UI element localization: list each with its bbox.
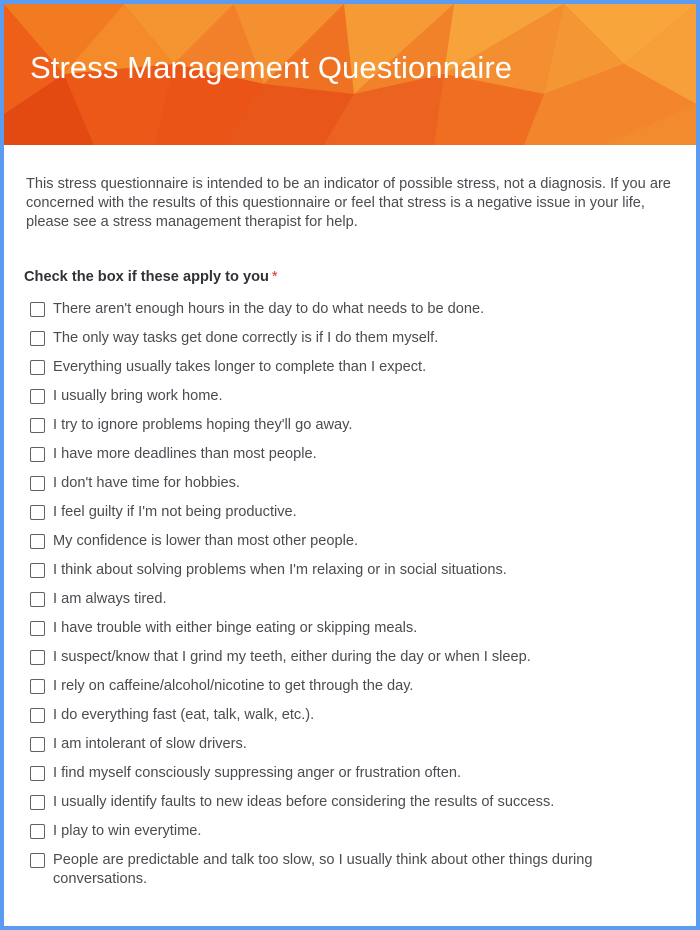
checkbox-option[interactable] (30, 764, 696, 793)
checkbox[interactable] (30, 592, 45, 607)
checkbox-option[interactable] (30, 822, 696, 851)
checkbox-option-label: There aren't enough hours in the day to do what needs to be done. (53, 301, 485, 317)
checkbox-option[interactable] (30, 503, 696, 532)
checkbox-option[interactable] (30, 735, 696, 764)
checkbox-option[interactable] (30, 793, 696, 822)
checkbox[interactable] (30, 679, 45, 694)
checkbox[interactable] (30, 360, 45, 375)
checkbox-option-label: I don't have time for hobbies. (53, 475, 240, 491)
checkbox-option-label: People are predictable and talk too slow, so I usually think about other things during conversations. (53, 852, 593, 887)
checkbox-option[interactable] (30, 532, 696, 561)
checkbox-option-label: I do everything fast (eat, talk, walk, etc.). (53, 707, 315, 723)
checkbox-option-label: I rely on caffeine/alcohol/nicotine to get through the day. (53, 678, 414, 694)
checkbox[interactable] (30, 853, 45, 868)
checkbox-option[interactable] (30, 648, 696, 677)
form-card (4, 4, 696, 926)
checkbox-option-label: I am always tired. (53, 591, 167, 607)
checkbox-option[interactable] (30, 329, 696, 358)
checkbox[interactable] (30, 795, 45, 810)
checkbox[interactable] (30, 476, 45, 491)
checkbox-option-label: I usually identify faults to new ideas before considering the results of success. (53, 794, 555, 810)
checkbox-option-label: I think about solving problems when I'm relaxing or in social situations. (53, 562, 507, 578)
checkbox[interactable] (30, 505, 45, 520)
checkbox-option[interactable] (30, 387, 696, 416)
checkbox-option-label: Everything usually takes longer to complete than I expect. (53, 359, 427, 375)
checkbox-option-label: I am intolerant of slow drivers. (53, 736, 247, 752)
checkbox-option-label: I have more deadlines than most people. (53, 446, 317, 462)
checkbox-option[interactable] (30, 474, 696, 503)
form-title: Stress Management Questionnaire (30, 50, 513, 85)
checkbox-list (30, 300, 696, 891)
checkbox[interactable] (30, 389, 45, 404)
form-header-banner (4, 4, 696, 145)
checkbox-option[interactable] (30, 445, 696, 474)
checkbox[interactable] (30, 563, 45, 578)
checkbox-option[interactable] (30, 300, 696, 329)
checkbox-option[interactable] (30, 590, 696, 619)
checkbox-option[interactable] (30, 677, 696, 706)
checkbox[interactable] (30, 737, 45, 752)
checkbox[interactable] (30, 331, 45, 346)
form-description: This stress questionnaire is intended to be an indicator of possible stress, not a diagnosis. If you are concerned with the results of this questionnaire or feel that stress is a negative issue in your life, please see a stress management therapist for help. (26, 176, 671, 230)
required-asterisk: * (271, 269, 278, 285)
checkbox-option-label: The only way tasks get done correctly is if I do them myself. (53, 330, 439, 346)
checkbox-option-label: My confidence is lower than most other people. (53, 533, 359, 549)
checkbox-option[interactable] (30, 358, 696, 387)
checkbox[interactable] (30, 447, 45, 462)
checkbox-option-label: I try to ignore problems hoping they'll go away. (53, 417, 353, 433)
checkbox[interactable] (30, 708, 45, 723)
checkbox-option[interactable] (30, 619, 696, 648)
checkbox[interactable] (30, 824, 45, 839)
checkbox[interactable] (30, 650, 45, 665)
checkbox-option[interactable] (30, 416, 696, 445)
checkbox[interactable] (30, 418, 45, 433)
checkbox-option-label: I play to win everytime. (53, 823, 202, 839)
checkbox-option-label: I feel guilty if I'm not being productive. (53, 504, 297, 520)
checkbox-option[interactable] (30, 706, 696, 735)
checkbox-option-label: I suspect/know that I grind my teeth, either during the day or when I sleep. (53, 649, 531, 665)
checkbox-option-label: I have trouble with either binge eating or skipping meals. (53, 620, 418, 636)
checkbox[interactable] (30, 302, 45, 317)
checkbox-option[interactable] (30, 561, 696, 590)
checkbox-option-label: I usually bring work home. (53, 388, 223, 404)
question-label: Check the box if these apply to you (24, 269, 269, 285)
checkbox[interactable] (30, 621, 45, 636)
checkbox-option[interactable] (30, 851, 696, 891)
checkbox[interactable] (30, 766, 45, 781)
question-title (24, 269, 696, 285)
checkbox-option-label: I find myself consciously suppressing anger or frustration often. (53, 765, 462, 781)
checkbox[interactable] (30, 534, 45, 549)
